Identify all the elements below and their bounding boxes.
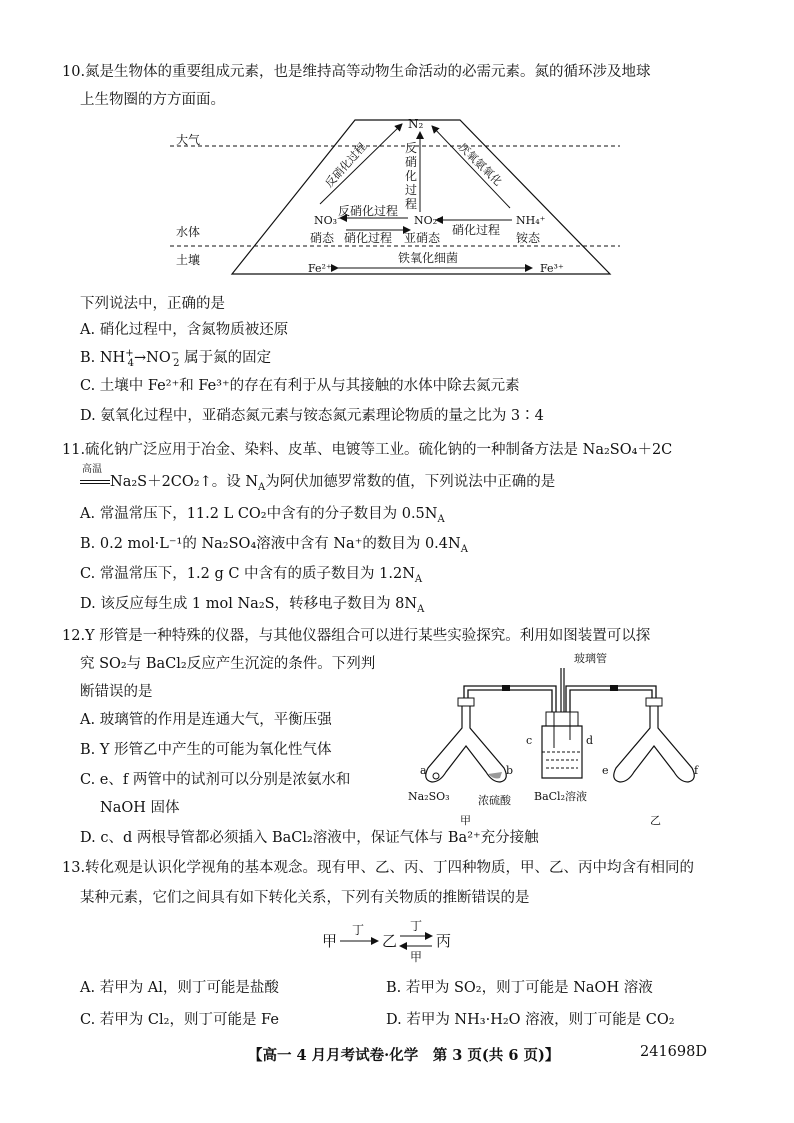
- q13-option-c: C. 若甲为 Cl₂，则丁可能是 Fe: [80, 1012, 279, 1028]
- q12-line1: 12.Y 形管是一种特殊的仪器，与其他仪器组合可以进行某些实验探究。利用如图装置可以探: [62, 628, 651, 644]
- label-fe2: Fe²⁺: [308, 262, 332, 275]
- label-jia: 甲: [460, 814, 471, 827]
- label-nitrate: 硝态: [310, 231, 335, 245]
- q10-line1: 10.氮是生物体的重要组成元素，也是维持高等动物生命活动的必需元素。氮的循环涉及地球: [62, 64, 651, 80]
- q10-option-a: A. 硝化过程中，含氮物质被还原: [80, 322, 289, 338]
- scheme-yi: 乙: [382, 932, 398, 950]
- scheme-jia: 甲: [322, 932, 338, 950]
- q13-option-b: B. 若甲为 SO₂，则丁可能是 NaOH 溶液: [386, 980, 653, 996]
- label-iron-bacteria: 铁氧化细菌: [398, 251, 459, 265]
- label-no3: NO₃⁻: [314, 214, 343, 227]
- q12-option-a: A. 玻璃管的作用是连通大气，平衡压强: [80, 712, 332, 728]
- q12-option-c-1: C. e、f 两管中的试剂可以分别是浓氨水和: [80, 772, 351, 788]
- y-tube-apparatus: [406, 648, 706, 828]
- label-ammonium: 铵态: [516, 231, 541, 245]
- label-yi: 乙: [650, 814, 661, 827]
- nitrogen-cycle-diagram: [170, 112, 620, 284]
- q11-option-a: A. 常温常压下，11.2 L CO₂中含有的分子数目为 $0.5N_A$: [80, 506, 445, 525]
- q12-line3: 断错误的是: [80, 684, 153, 700]
- label-nitrification2: 硝化过程: [452, 223, 501, 237]
- footer-center: 【高一 4 月月考试卷·化学 第 3 页(共 6 页)】: [248, 1047, 560, 1064]
- q11-condition: 高温: [82, 464, 102, 475]
- label-atmosphere: 大气: [176, 133, 201, 147]
- scheme-jia2: 甲: [410, 950, 423, 964]
- q11-option-c: C. 常温常压下，1.2 g C 中含有的质子数目为 $1.2N_A$: [80, 566, 423, 585]
- q10-option-c: C. 土壤中 Fe²⁺和 Fe³⁺的存在有利于从与其接触的水体中除去氮元素: [80, 378, 520, 394]
- q11-option-b: B. 0.2 mol·L⁻¹的 Na₂SO₄溶液中含有 Na⁺的数目为 $0.4N_A$: [80, 536, 468, 555]
- label-n2: N₂: [408, 117, 424, 131]
- q12-line2: 究 SO₂与 BaCl₂反应产生沉淀的条件。下列判: [80, 656, 376, 672]
- label-bacl2: BaCl₂溶液: [534, 790, 587, 803]
- label-denitrification-h: 反硝化过程: [338, 204, 399, 218]
- scheme-ding1: 丁: [352, 923, 365, 937]
- q13-line1: 13.转化观是认识化学视角的基本观念。现有甲、乙、丙、丁四种物质，甲、乙、丙中均含有相同的: [62, 860, 695, 876]
- q12-option-b: B. Y 形管乙中产生的可能为氧化性气体: [80, 742, 332, 758]
- q11-line2: 高温 Na₂S＋2CO₂↑。设 $N_A$为阿伏加德罗常数的值，下列说法中正确的是: [80, 472, 555, 492]
- label-water: 水体: [176, 225, 201, 239]
- label-nitrite: 亚硝态: [404, 231, 441, 245]
- label-right-anammox: 厌氧氨氧化: [455, 140, 505, 189]
- label-e: e: [602, 764, 609, 777]
- q10-line2: 上生物圈的方方面面。: [80, 92, 225, 108]
- label-h2so4: 浓硫酸: [478, 794, 511, 807]
- q11-option-d: D. 该反应每生成 1 mol Na₂S，转移电子数目为 $8N_A$: [80, 596, 425, 615]
- label-d: d: [586, 734, 594, 747]
- q13-option-a: A. 若甲为 Al，则丁可能是盐酸: [80, 980, 279, 996]
- label-left-denitrification: 反硝化过程: [322, 140, 370, 191]
- label-na2so3: Na₂SO₃: [408, 790, 450, 803]
- q13-line2: 某种元素，它们之间具有如下转化关系，下列有关物质的推断错误的是: [80, 890, 530, 906]
- label-f: f: [694, 764, 699, 777]
- label-nitrification1: 硝化过程: [344, 231, 393, 245]
- label-b: b: [506, 764, 514, 777]
- label-nh4: NH₄⁺: [516, 214, 546, 227]
- label-c: c: [526, 734, 533, 747]
- q10-stem: 下列说法中，正确的是: [80, 296, 225, 312]
- label-center-denitrification: 反硝化过程: [405, 141, 418, 211]
- q10-option-d: D. 氨氧化过程中，亚硝态氮元素与铵态氮元素理论物质的量之比为 3∶4: [80, 408, 544, 424]
- label-soil: 土壤: [176, 253, 201, 267]
- label-a: a: [420, 764, 427, 777]
- label-fe3: Fe³⁺: [540, 262, 564, 275]
- scheme-ding2: 丁: [410, 919, 423, 933]
- q12-option-c-2: NaOH 固体: [100, 800, 180, 816]
- q10-option-b: B. $NH^+_4\to NO^-_2$ 属于氮的固定: [80, 348, 272, 369]
- footer-code: 241698D: [640, 1044, 707, 1060]
- q13-option-d: D. 若甲为 NH₃·H₂O 溶液，则丁可能是 CO₂: [386, 1012, 675, 1028]
- q12-option-d: D. c、d 两根导管都必须插入 BaCl₂溶液中，保证气体与 Ba²⁺充分接触: [80, 830, 539, 846]
- label-no2: NO₂⁻: [414, 214, 443, 227]
- q11-line1: 11.硫化钠广泛应用于冶金、染料、皮革、电镀等工业。硫化钠的一种制备方法是 Na₂SO₄＋2C: [62, 442, 673, 458]
- conversion-scheme: [320, 916, 490, 964]
- label-glass-tube: 玻璃管: [574, 652, 607, 665]
- scheme-bing: 丙: [436, 932, 452, 950]
